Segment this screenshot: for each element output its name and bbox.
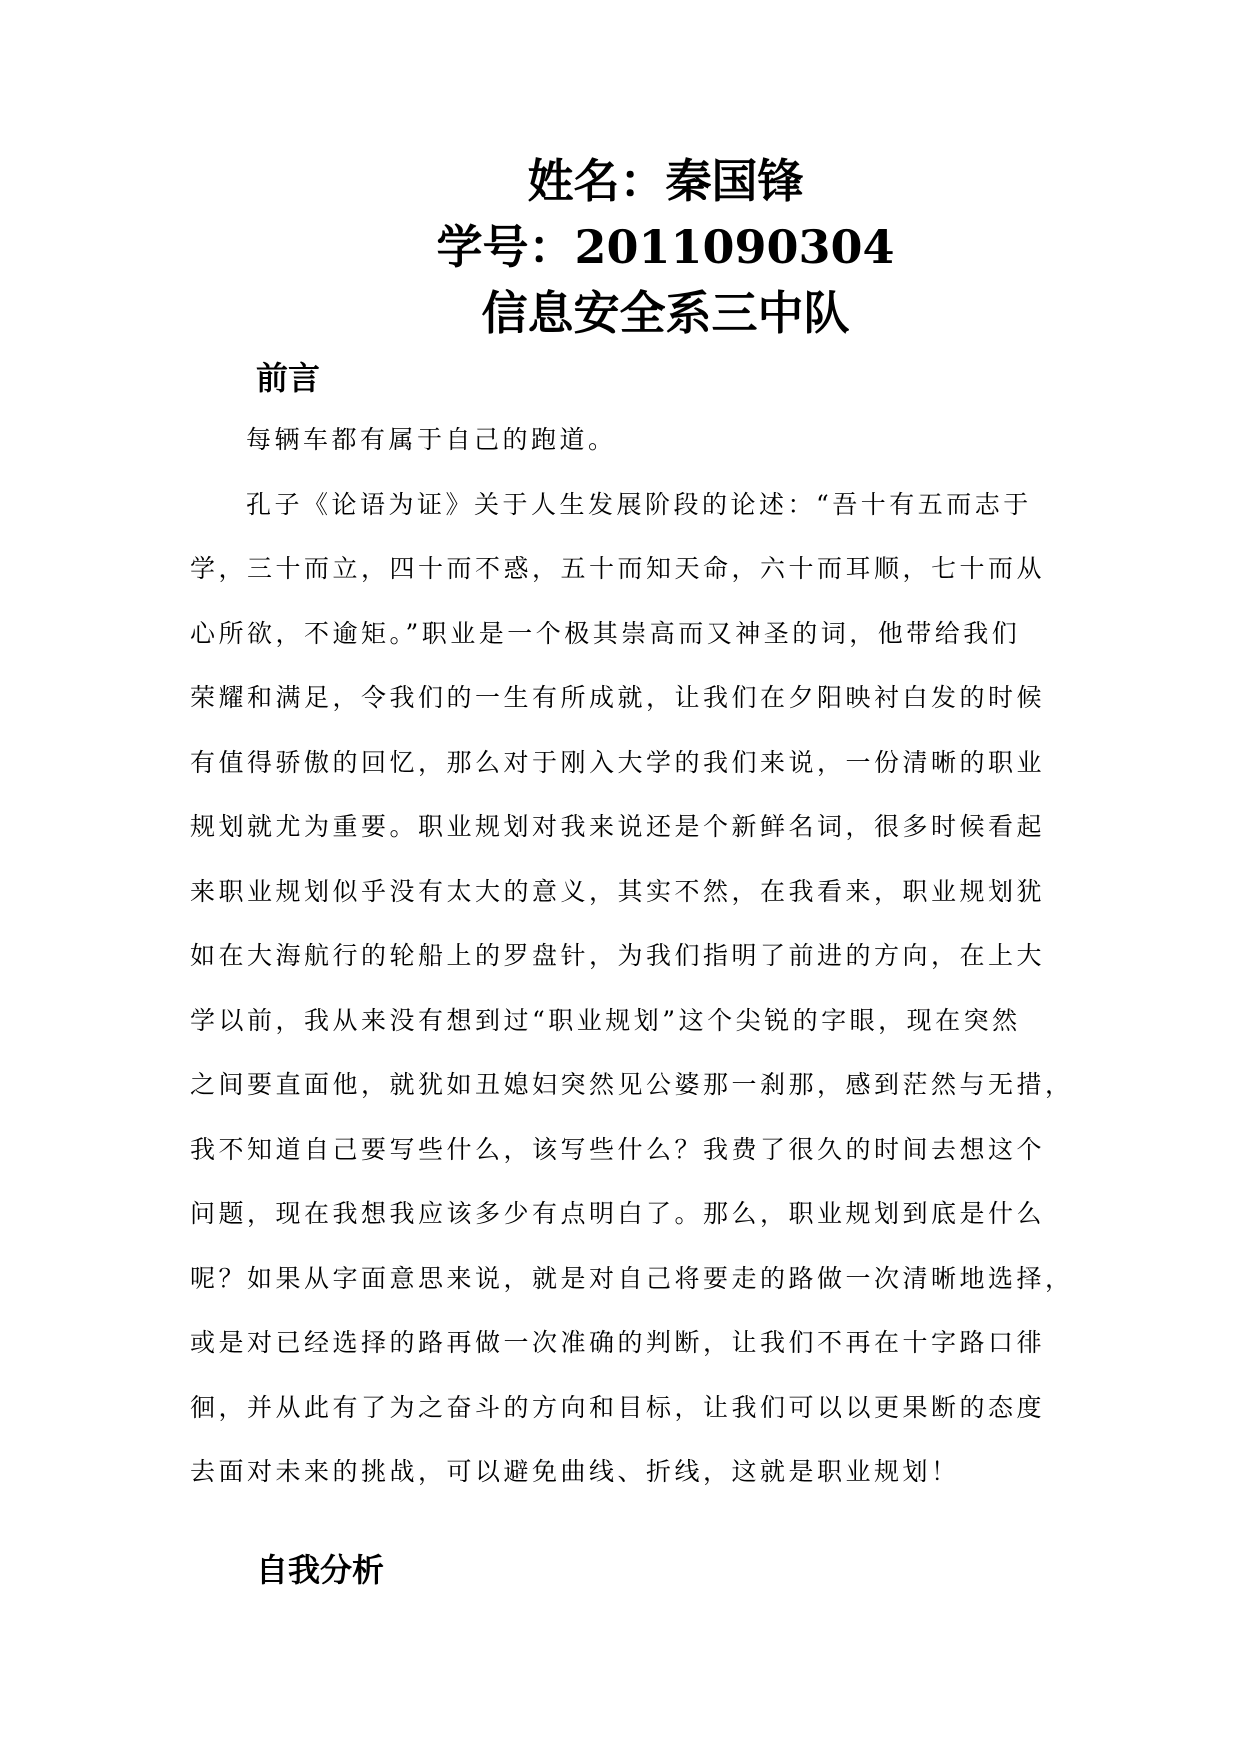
text-line: 有值得骄傲的回忆，那么对于刚入大学的我们来说，一份清晰的职业	[190, 747, 1046, 777]
text-line: 心所欲，不逾矩。”职业是一个极其崇高而又神圣的词，他带给我们	[190, 618, 1021, 648]
preface-paragraph-2	[190, 473, 1074, 1505]
preface-body	[190, 408, 1074, 1505]
text-line: 去面对未来的挑战，可以避免曲线、折线，这就是职业规划！	[190, 1457, 960, 1486]
text-line: 如在大海航行的轮船上的罗盘针，为我们指明了前进的方向，在上大	[190, 941, 1046, 970]
text-line: 徊，并从此有了为之奋斗的方向和目标，让我们可以以更果断的态度	[190, 1392, 1046, 1422]
text-line: 学，三十而立，四十而不惑，五十而知天命，六十而耳顺，七十而从	[190, 554, 1046, 583]
text-line: 孔子《论语为证》关于人生发展阶段的论述：“吾十有五而志于	[246, 489, 1032, 519]
text-line: 荣耀和满足，令我们的一生有所成就，让我们在夕阳映衬白发的时候	[190, 683, 1046, 712]
text-line: 来职业规划似乎没有太大的意义，其实不然，在我看来，职业规划犹	[190, 876, 1046, 906]
student-id: 学号：2011090304	[436, 220, 895, 274]
text-line: 问题，现在我想我应该多少有点明白了。那么，职业规划到底是什么	[190, 1199, 1046, 1228]
department: 信息安全系三中队	[481, 286, 850, 340]
text-line: 或是对已经选择的路再做一次准确的判断，让我们不再在十字路口徘	[190, 1328, 1046, 1357]
text-line: 之间要直面他，就犹如丑媳妇突然见公婆那一刹那，感到茫然与无措，	[190, 1070, 1074, 1099]
text-line: 我不知道自己要写些什么，该写些什么？我费了很久的时间去想这个	[190, 1134, 1046, 1164]
preface-heading: 前言	[256, 359, 321, 397]
text-line: 学以前，我从来没有想到过“职业规划”这个尖锐的字眼，现在突然	[190, 1005, 1021, 1035]
preface-paragraph-1: 每辆车都有属于自己的跑道。	[246, 425, 617, 454]
text-line: 规划就尤为重要。职业规划对我来说还是个新鲜名词，很多时候看起	[190, 812, 1046, 841]
self-analysis-heading: 自我分析	[256, 1551, 385, 1589]
title-block	[0, 148, 1241, 346]
student-name: 姓名：秦国锋	[527, 154, 804, 208]
text-line: 呢？如果从字面意思来说，就是对自己将要走的路做一次清晰地选择，	[190, 1263, 1074, 1293]
